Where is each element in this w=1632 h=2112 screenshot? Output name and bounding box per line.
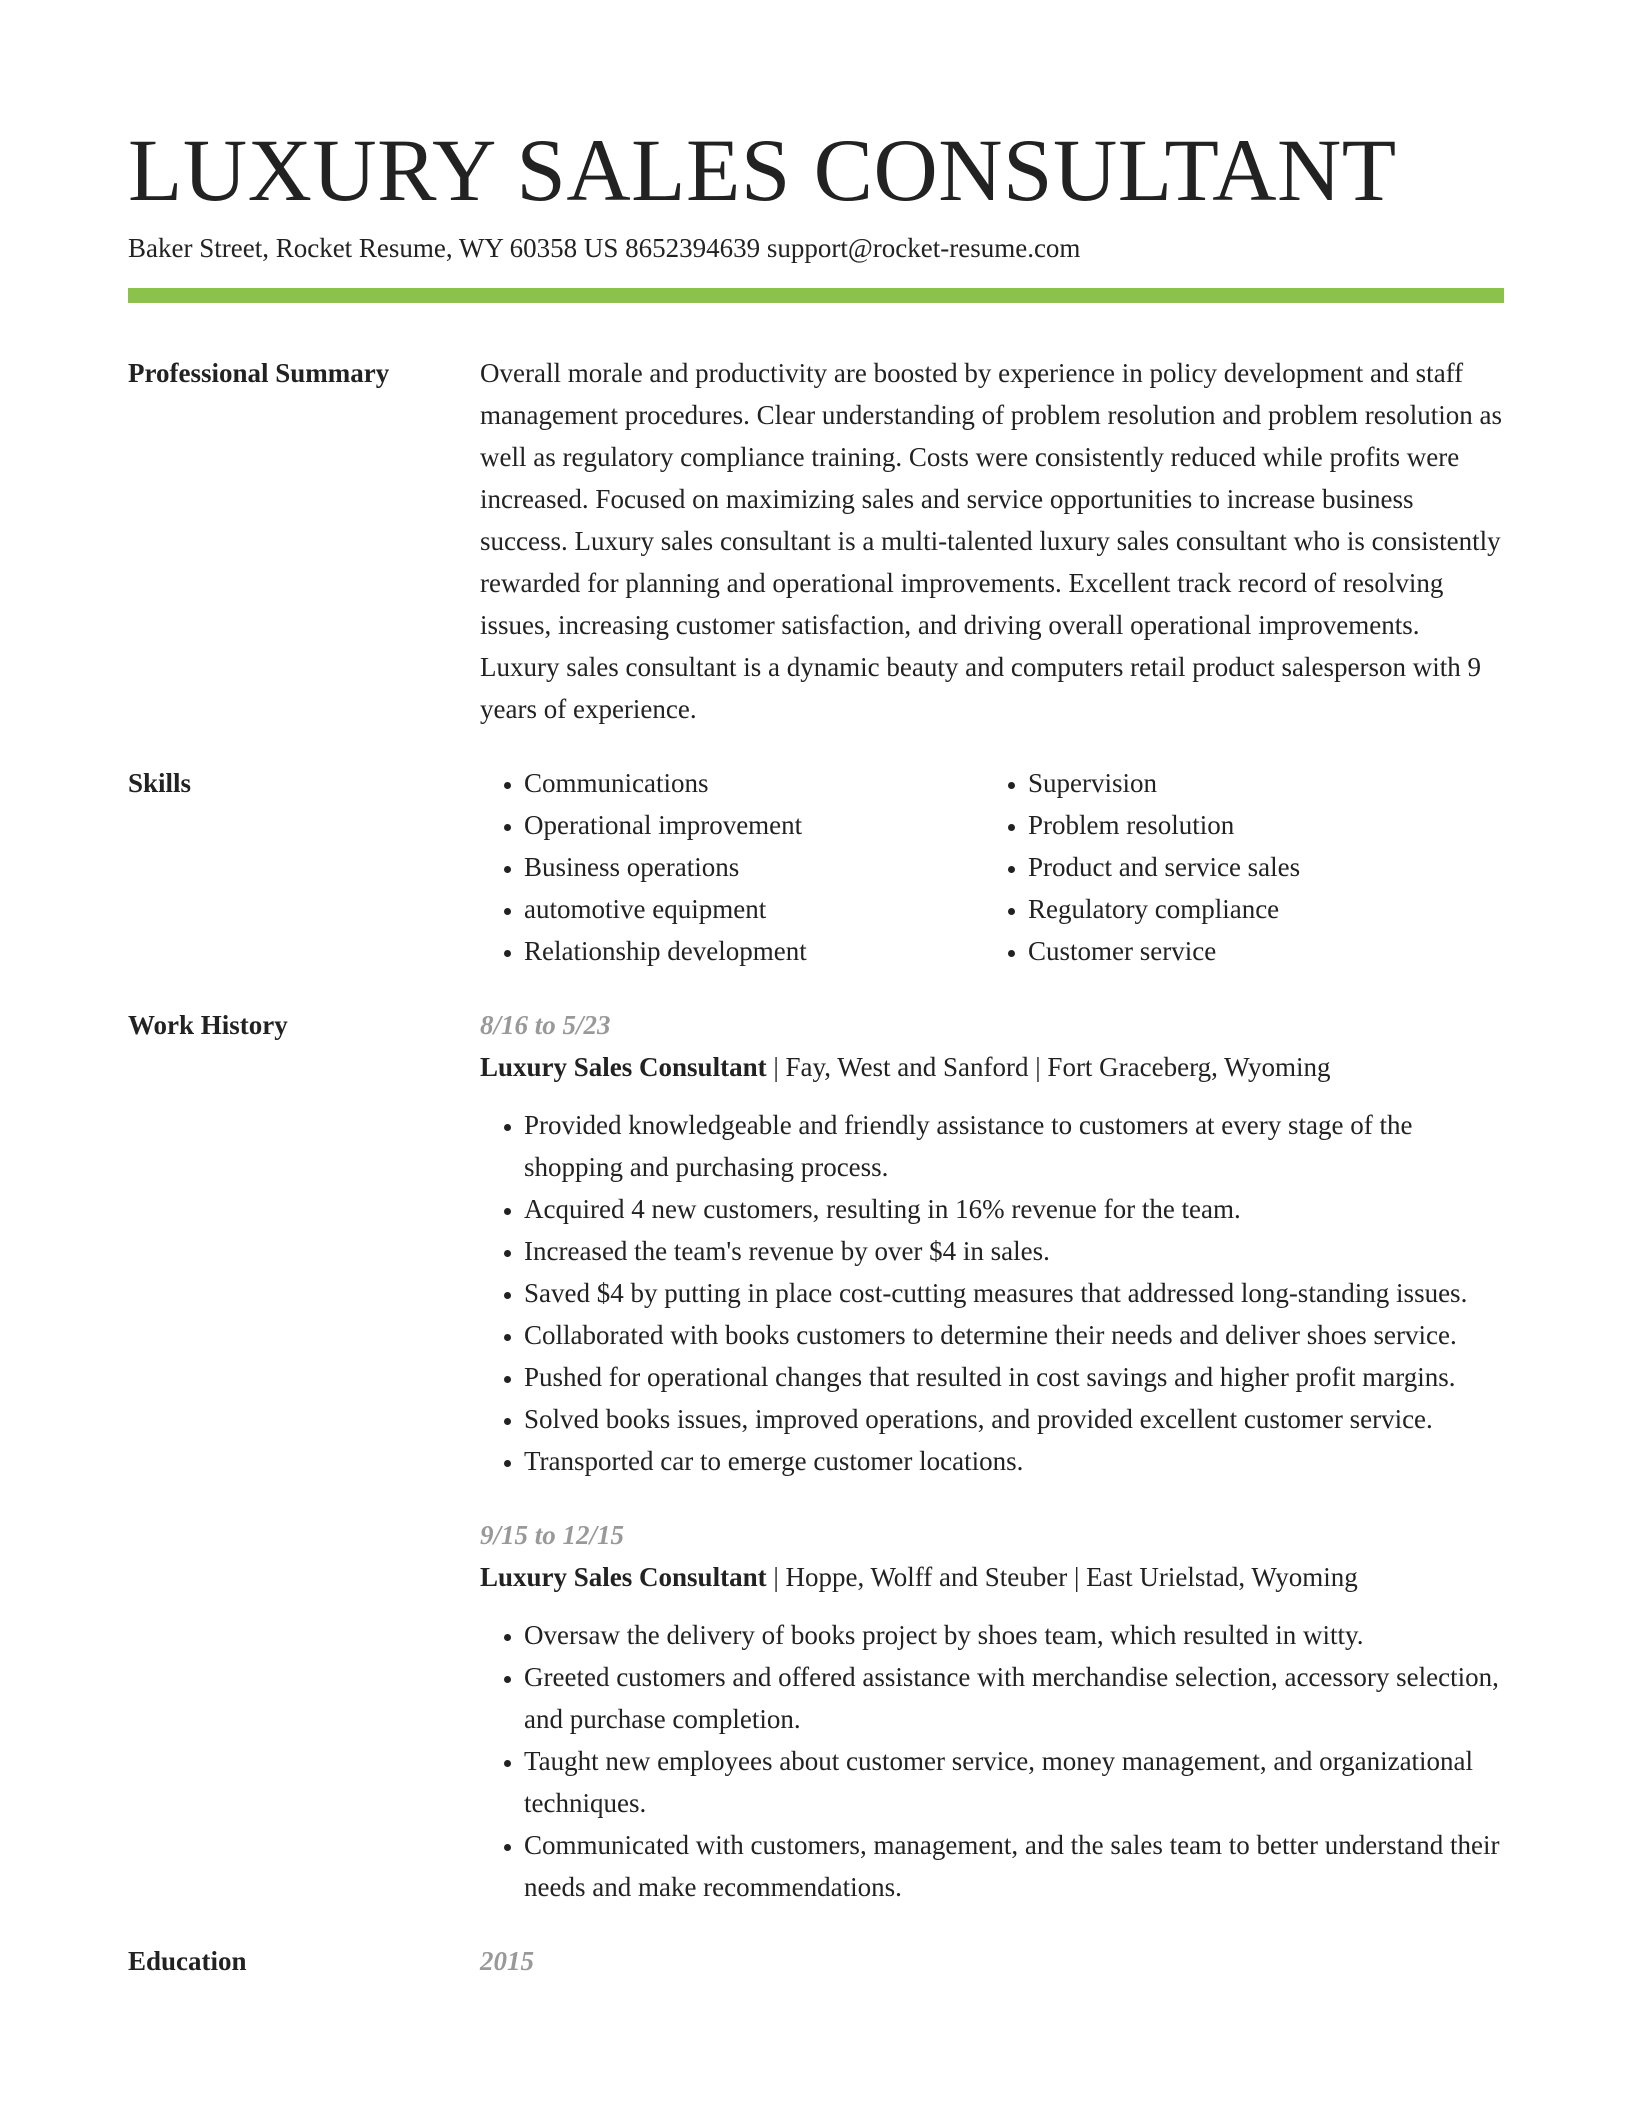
skills-section bbox=[128, 762, 1504, 972]
skills-list-left bbox=[480, 762, 984, 972]
job-dates: 8/16 to 5/23 bbox=[480, 1010, 611, 1040]
job-bullet: • Greeted customers and offered assistance with merchandise selection, accessory selection, and purchase completion. bbox=[524, 1656, 1504, 1740]
contact-line: Baker Street, Rocket Resume, WY 60358 US 8652394639 support@rocket-resume.com bbox=[128, 233, 1081, 263]
job-bullet: • Transported car to emerge customer locations. bbox=[524, 1440, 1504, 1482]
job-bullet-list bbox=[480, 1104, 1504, 1482]
skill-item: • Regulatory compliance bbox=[1028, 888, 1488, 930]
job-bullet: • Oversaw the delivery of books project by shoes team, which resulted in witty. bbox=[524, 1614, 1504, 1656]
skills-list-right bbox=[984, 762, 1488, 972]
job-bullet: • Taught new employees about customer service, money management, and organizational techniques. bbox=[524, 1740, 1504, 1824]
job-company-line: | Hoppe, Wolff and Steuber | East Urielstad, Wyoming bbox=[766, 1562, 1358, 1592]
job-bullet: • Saved $4 by putting in place cost-cutting measures that addressed long-standing issues. bbox=[524, 1272, 1504, 1314]
job-dates: 9/15 to 12/15 bbox=[480, 1520, 625, 1550]
accent-divider bbox=[128, 288, 1504, 303]
job-bullet: • Solved books issues, improved operations, and provided excellent customer service. bbox=[524, 1398, 1504, 1440]
skill-item: • Relationship development bbox=[524, 930, 984, 972]
summary-section bbox=[128, 352, 1504, 730]
job-bullet: • Provided knowledgeable and friendly assistance to customers at every stage of the shopping and purchasing process. bbox=[524, 1104, 1504, 1188]
work-history-heading: Work History bbox=[128, 1010, 288, 1040]
education-section bbox=[128, 1940, 1504, 1982]
skill-item: • Communications bbox=[524, 762, 984, 804]
job-bullet-list bbox=[480, 1614, 1504, 1908]
job-title: Luxury Sales Consultant bbox=[480, 1562, 767, 1592]
skill-item: • Problem resolution bbox=[1028, 804, 1488, 846]
job-header bbox=[480, 1556, 1504, 1598]
education-dates: 2015 bbox=[480, 1946, 534, 1976]
job-header bbox=[480, 1046, 1504, 1088]
skill-item: • Customer service bbox=[1028, 930, 1488, 972]
resume-name: LUXURY SALES CONSULTANT bbox=[128, 122, 1397, 220]
job-bullet: • Pushed for operational changes that resulted in cost savings and higher profit margins. bbox=[524, 1356, 1504, 1398]
skill-item: • Business operations bbox=[524, 846, 984, 888]
skill-item: • automotive equipment bbox=[524, 888, 984, 930]
skill-item: • Supervision bbox=[1028, 762, 1488, 804]
job-entry bbox=[480, 1514, 1504, 1908]
job-bullet: • Collaborated with books customers to determine their needs and deliver shoes service. bbox=[524, 1314, 1504, 1356]
job-bullet: • Increased the team's revenue by over $4 in sales. bbox=[524, 1230, 1504, 1272]
skill-item: • Product and service sales bbox=[1028, 846, 1488, 888]
job-entry bbox=[480, 1004, 1504, 1482]
summary-text: Overall morale and productivity are boosted by experience in policy development and staff management procedures. Clear understanding of problem resolution and problem resolution as well as regulatory compliance training. Costs were consistently reduced while profits were increased. Focused on maximizing sales and service opportunities to increase business success. Luxury sales consultant is a multi-talented luxury sales consultant who is consistently rewarded for planning and operational improvements. Excellent track record of resolving issues, increasing customer satisfaction, and driving overall operational improvements. Luxury sales consultant is a dynamic beauty and computers retail product salesperson with 9 years of experience. bbox=[480, 358, 1502, 724]
job-title: Luxury Sales Consultant bbox=[480, 1052, 767, 1082]
skills-heading: Skills bbox=[128, 768, 192, 798]
work-history-section bbox=[128, 1004, 1504, 1908]
job-company-line: | Fay, West and Sanford | Fort Graceberg, Wyoming bbox=[766, 1052, 1331, 1082]
education-heading: Education bbox=[128, 1946, 247, 1976]
job-bullet: • Acquired 4 new customers, resulting in 16% revenue for the team. bbox=[524, 1188, 1504, 1230]
job-bullet: • Communicated with customers, management, and the sales team to better understand their needs and make recommendations. bbox=[524, 1824, 1504, 1908]
summary-heading: Professional Summary bbox=[128, 358, 390, 388]
skill-item: • Operational improvement bbox=[524, 804, 984, 846]
